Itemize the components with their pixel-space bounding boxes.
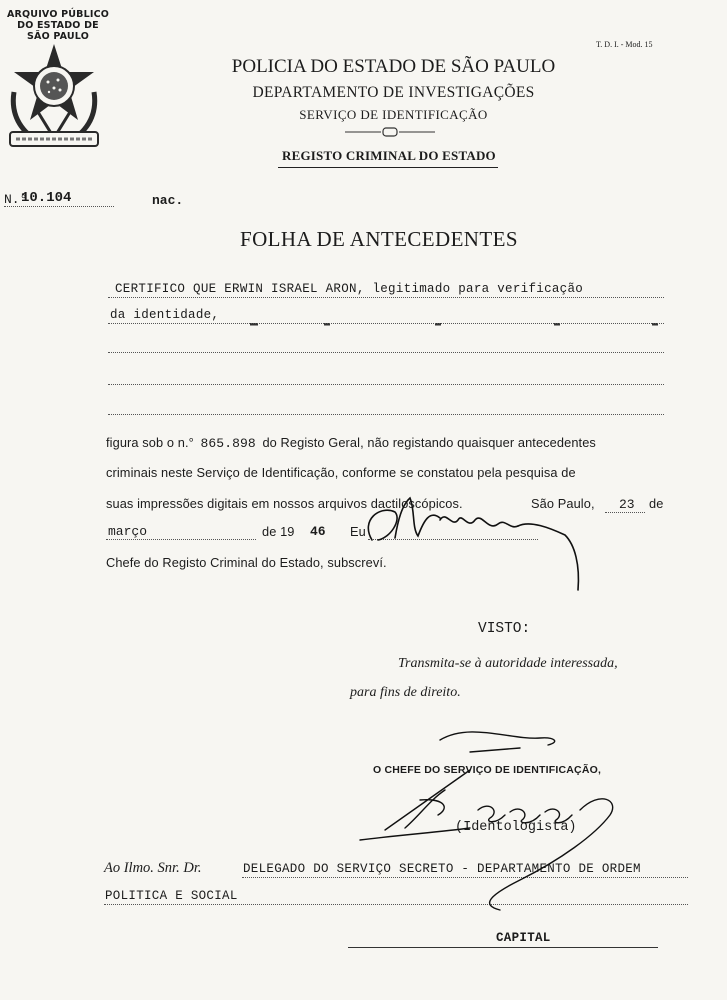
visto-line1: Transmita-se à autoridade interessada, (398, 656, 618, 671)
statement-city: São Paulo, (531, 496, 595, 511)
dotted-line (605, 512, 645, 513)
record-number-line (4, 206, 114, 207)
visto-label: VISTO: (478, 621, 531, 637)
statement-line1 (106, 435, 596, 451)
archive-stamp (6, 9, 110, 42)
dotted-line (108, 414, 664, 415)
statement-de: de (649, 496, 664, 511)
statement-month: março (108, 524, 148, 539)
dotted-line (104, 904, 688, 905)
certificate-line: CERTIFICO QUE ERWIN ISRAEL ARON, legitimado para verificação (115, 282, 584, 296)
visto-line2: para fins de direito. (350, 685, 461, 700)
registry-title: REGISTO CRIMINAL DO ESTADO (282, 148, 496, 163)
registry-underline (278, 167, 498, 168)
addressee-line2: POLITICA E SOCIAL (105, 889, 238, 903)
statement-line3: suas impressões digitais em nossos arquivos dactiloscópicos. (106, 496, 463, 511)
statement-text: figura sob o n.° (106, 435, 194, 450)
city-underline (348, 947, 658, 948)
archive-stamp-line: SÃO PAULO (26, 31, 90, 42)
dotted-line (108, 384, 664, 385)
document-title: FOLHA DE ANTECEDENTES (240, 227, 518, 251)
registry-number: 865.898 (200, 436, 256, 451)
archive-stamp-line: DO ESTADO DE (17, 20, 99, 31)
statement-eu: Eu (350, 524, 366, 539)
statement-year-prefix: de 19 (262, 524, 295, 539)
service-title: SERVIÇO DE IDENTIFICAÇÃO (299, 107, 488, 122)
statement-day: 23 (619, 497, 635, 512)
department-title: DEPARTAMENTO DE INVESTIGAÇÕES (252, 84, 535, 101)
statement-text: do Registo Geral, não registando quaisquer antecedentes (262, 435, 596, 450)
archive-stamp-line: ARQUIVO PÚBLICO (6, 9, 110, 20)
statement-line5: Chefe do Registo Criminal do Estado, subscreví. (106, 555, 387, 570)
record-suffix: nac. (152, 193, 184, 208)
record-number: 10.104 (21, 190, 72, 206)
dotted-line (242, 877, 688, 878)
addressee-line1: DELEGADO DO SERVIÇO SECRETO - DEPARTAMENTO DE ORDEM (243, 862, 641, 876)
dotted-line (106, 539, 256, 540)
statement-line2: criminais neste Serviço de Identificação, conforme se constatou pela pesquisa de (106, 465, 576, 480)
addressee-city: CAPITAL (496, 931, 551, 945)
agency-title: POLICIA DO ESTADO DE SÃO PAULO (231, 56, 556, 77)
addressee-salutation: Ao Ilmo. Snr. Dr. (104, 860, 202, 876)
statement-year: 46 (310, 524, 326, 539)
identity-dashes (250, 314, 660, 318)
form-code: T. D. I. - Mod. 15 (596, 40, 653, 49)
certificate-identity-label: da identidade, (110, 308, 220, 322)
chief-role: (Identologista) (455, 820, 577, 835)
dotted-line (368, 539, 538, 540)
record-number-label: N.° (4, 192, 28, 207)
dotted-line (108, 323, 664, 324)
dotted-line (108, 297, 664, 298)
chief-title: O CHEFE DO SERVIÇO DE IDENTIFICAÇÃO, (373, 764, 602, 776)
ornament-divider (345, 127, 435, 137)
dotted-line (108, 352, 664, 353)
